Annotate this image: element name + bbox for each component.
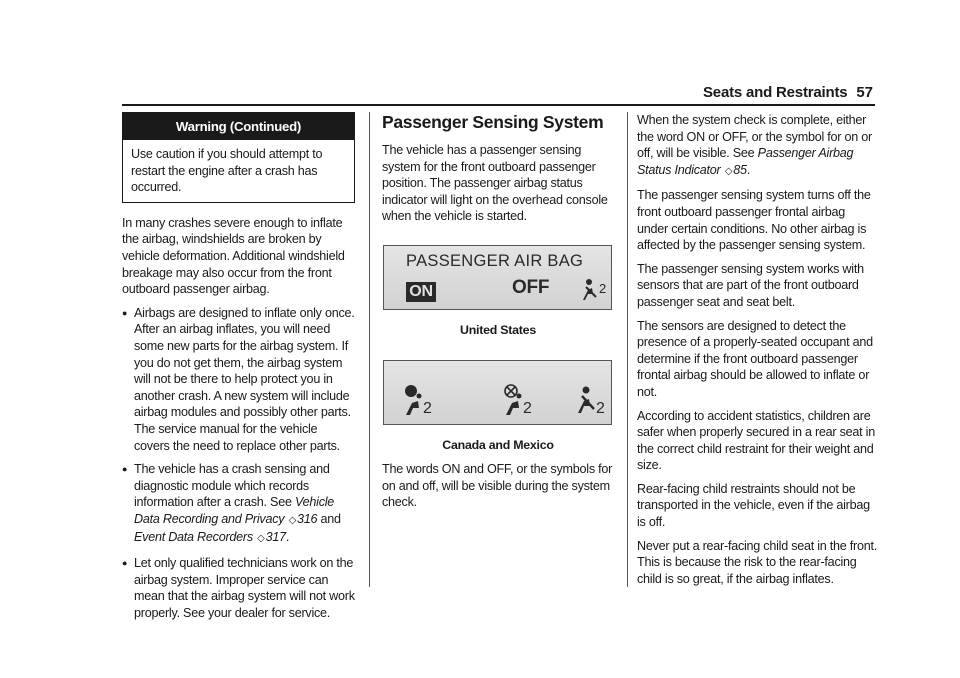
header-rule	[122, 104, 875, 106]
panel-title: PASSENGER AIR BAG	[406, 251, 584, 270]
event-data-recorders-link[interactable]: Event Data Recorders	[134, 530, 253, 545]
column-divider-2	[627, 112, 628, 587]
page-ref-317[interactable]: 317	[265, 530, 286, 545]
right-column	[637, 112, 877, 594]
bullet-icon: ●	[122, 558, 128, 569]
seated-passenger-icon	[580, 278, 608, 304]
column-divider-1	[369, 112, 370, 587]
seat-number: 2	[423, 399, 432, 417]
list-item	[122, 555, 355, 621]
seated-passenger-icon	[574, 383, 610, 417]
bullet-text: Let only qualified technicians work on the airbag system. Improper service can mean that the airbag system will not work properly. See your dealer for service.	[134, 556, 355, 620]
list-item	[122, 305, 355, 454]
warning-heading: Warning (Continued)	[123, 113, 354, 140]
airbag-off-icon	[502, 383, 538, 417]
paragraph: Rear-facing child restraints should not be transported in the vehicle, even if the airbag is off.	[637, 481, 870, 530]
page-ref-316[interactable]: 316	[297, 511, 318, 526]
airbag-on-icon	[402, 383, 438, 417]
paragraph: The sensors are designed to detect the presence of a properly-seated occupant and determine if the front outboard passenger frontal airbag should be allowed to inflate or not.	[637, 318, 873, 399]
section-title: Seats and Restraints	[703, 84, 848, 101]
list-item	[122, 461, 355, 548]
seat-number: 2	[599, 280, 606, 296]
sentence-end: .	[285, 530, 290, 545]
bullet-text: The vehicle has a crash sensing and diagnostic module which records information after a crash. See	[134, 462, 330, 510]
status-paragraph	[637, 112, 877, 180]
seat-number: 2	[523, 399, 532, 417]
page-header	[703, 84, 873, 104]
paragraph: The passenger sensing system turns off the front outboard passenger frontal airbag under certain conditions. No other airbag is affected by the passenger sensing system.	[637, 188, 871, 253]
paragraph: Never put a rear-facing child seat in the front. This is because the risk to the rear-facing child is so great, if the airbag inflates.	[637, 538, 878, 586]
conjunction-text: and	[317, 511, 341, 526]
left-column	[122, 112, 355, 628]
intro-paragraph: The vehicle has a passenger sensing system for the front outboard passenger position. The passenger airbag status indicator will light on the overhead console when the vehicle is started.	[382, 143, 608, 224]
passenger-airbag-status-link[interactable]: Passenger Airbag Status Indicator	[637, 146, 854, 177]
canada-mexico-caption: Canada and Mexico	[442, 437, 554, 452]
crash-windshield-paragraph: In many crashes severe enough to inflate the airbag, windshields are broken by vehicle deformation. Additional windshield breakage may also occur from the front outboard passenger airbag.	[122, 215, 345, 297]
status-text: When the system check is complete, either the word ON or OFF, or the symbol for on or off, will be visible. See	[637, 113, 872, 161]
system-check-paragraph: The words ON and OFF, or the symbols for on and off, will be visible during the system check.	[382, 462, 613, 510]
off-indicator: OFF	[512, 276, 550, 298]
vehicle-data-recording-link[interactable]: Vehicle Data Recording and Privacy	[134, 495, 335, 526]
warning-body: Use caution if you should attempt to restart the engine after a crash has occurred.	[131, 147, 323, 195]
us-caption: United States	[460, 322, 536, 337]
canada-mexico-indicator-panel	[383, 360, 612, 425]
us-indicator-panel	[383, 245, 612, 310]
bullet-icon: ●	[122, 307, 128, 318]
seat-number: 2	[596, 399, 605, 417]
bullet-text: Airbags are designed to inflate only once. After an airbag inflates, you will need some new parts for the airbag system. If you do not get them, the airbag system will not be there to help protect you in another crash. A new system will include airbag modules and possibly other parts. The service manual for the vehicle covers the need to replace other parts.	[134, 305, 355, 453]
paragraph: According to accident statistics, children are safer when properly secured in a rear seat in the correct child restraint for their weight and size.	[637, 408, 875, 473]
bullet-list	[122, 305, 355, 622]
page-number: 57	[856, 84, 873, 101]
on-indicator: ON	[406, 282, 436, 302]
paragraph: The passenger sensing system works with sensors that are part of the front outboard passenger seat and seat belt.	[637, 261, 864, 309]
warning-box	[122, 112, 355, 203]
page-reference-arrow-icon: ◇	[724, 165, 733, 177]
page-reference-arrow-icon: ◇	[288, 514, 297, 526]
section-heading: Passenger Sensing System	[382, 112, 604, 132]
sentence-end: .	[746, 162, 750, 177]
page-ref-85[interactable]: 85	[733, 162, 747, 177]
page-reference-arrow-icon: ◇	[257, 533, 265, 545]
bullet-icon: ●	[122, 464, 128, 475]
middle-column	[382, 112, 614, 518]
